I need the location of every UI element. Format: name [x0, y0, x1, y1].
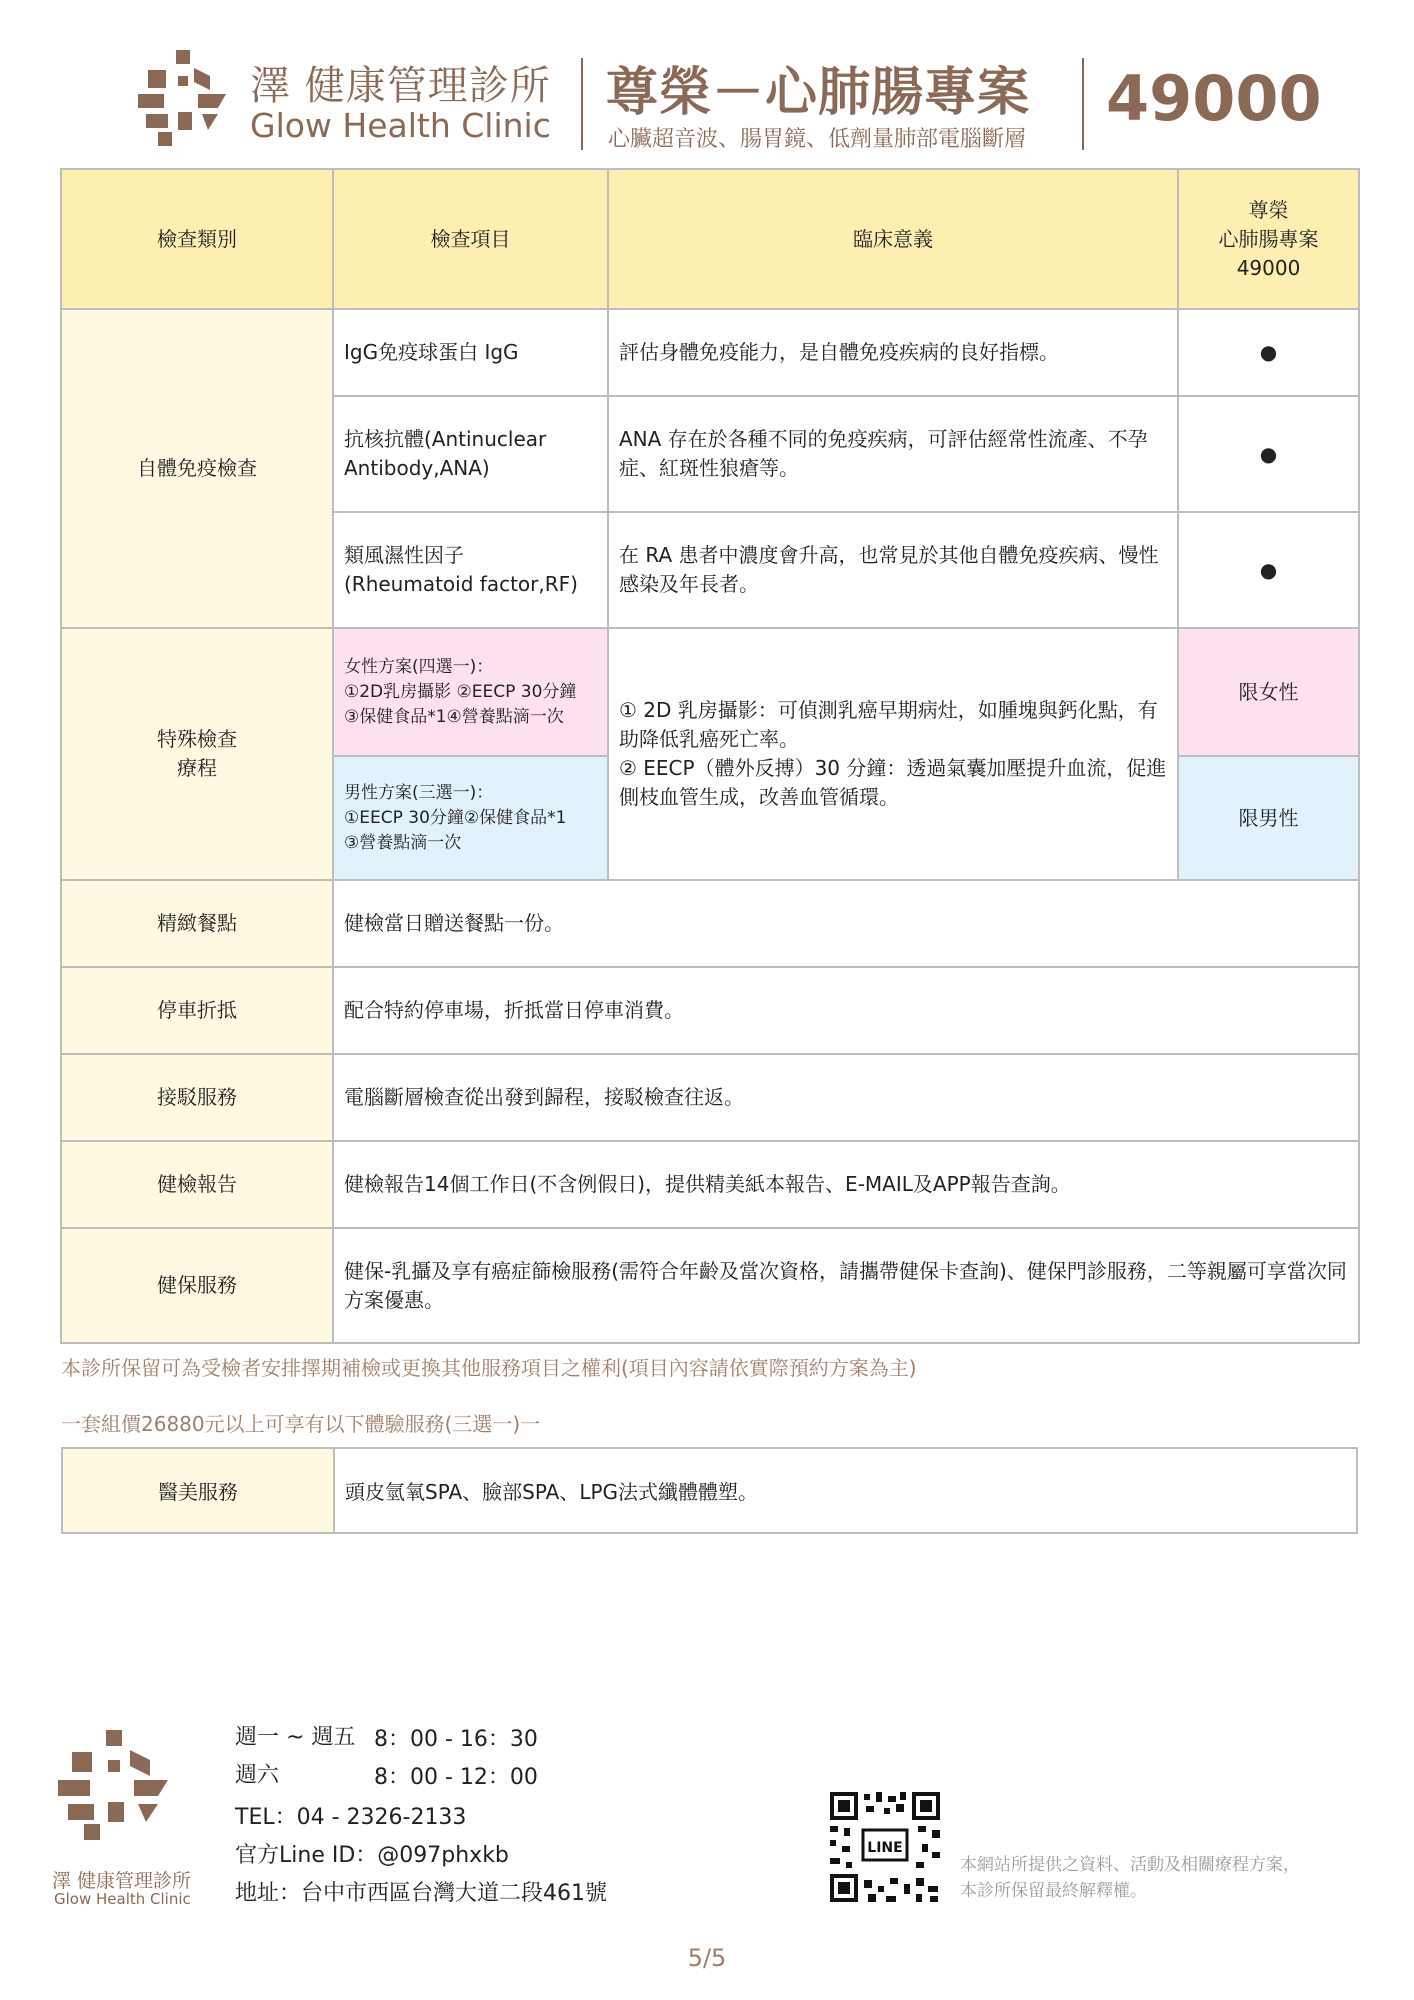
included-mark: ●: [1178, 396, 1359, 512]
saturday-hours: 8：00 - 12：00: [374, 1765, 538, 1790]
item-cell: 抗核抗體(Antinuclear Antibody,ANA): [333, 396, 608, 512]
meaning-cell: 評估身體免疫能力，是自體免疫疾病的良好指標。: [608, 309, 1178, 396]
table-row: [61, 1054, 1359, 1141]
header-plan: [1178, 169, 1359, 309]
male-plan-title: 男性方案(三選一)：: [344, 782, 494, 803]
category-autoimmune: 自體免疫檢查: [61, 309, 333, 628]
footer-logo-icon: [58, 1730, 178, 1840]
table-row: [61, 1228, 1359, 1343]
tel: TEL：04 - 2326-2133: [235, 1805, 467, 1830]
header-meaning: 臨床意義: [608, 169, 1178, 309]
category-parking: 停車折抵: [61, 967, 333, 1054]
header-plan-line3: 49000: [1236, 255, 1301, 280]
qr-line-label: LINE: [867, 1840, 903, 1856]
special-meaning-part2: ② EECP（體外反搏）30 分鐘：透過氣囊加壓提升血流，促進側枝血管生成，改善血管循環。: [619, 756, 1167, 809]
table-row: [61, 967, 1359, 1054]
service-desc: 健檢當日贈送餐點一份。: [333, 880, 1359, 967]
weekday-label: 週一 ~ 週五: [235, 1725, 356, 1750]
service-desc: 健保-乳攝及享有癌症篩檢服務(需符合年齡及當次資格，請攜帶健保卡查詢)、健保門診服務，二等親屬可享當次同方案優惠。: [333, 1228, 1359, 1343]
bonus-note: 一套組價26880元以上可享有以下體驗服務(三選一)一: [61, 1412, 541, 1436]
page-header: [138, 44, 1322, 154]
meaning-cell: ANA 存在於各種不同的免疫疾病，可評估經常性流產、不孕症、紅斑性狼瘡等。: [608, 396, 1178, 512]
male-only-badge: 限男性: [1178, 756, 1359, 880]
footer-clinic-name-en: Glow Health Clinic: [54, 1890, 191, 1908]
disclaimer: [960, 1852, 1300, 1904]
category-aesthetic: 醫美服務: [62, 1448, 334, 1533]
female-plan-line1: ①2D乳房攝影 ②EECP 30分鐘: [344, 681, 577, 702]
category-special-line1: 特殊檢查: [157, 727, 237, 751]
female-plan-title: 女性方案(四選一)：: [344, 656, 494, 677]
category-special-line2: 療程: [177, 756, 217, 780]
table-row: [61, 309, 1359, 396]
male-plan-line1: ①EECP 30分鐘②保健食品*1: [344, 807, 567, 828]
female-plan-line2: ③保健食品*1④營養點滴一次: [344, 706, 564, 727]
extra-service-table: [61, 1447, 1358, 1534]
clinic-name-en: Glow Health Clinic: [250, 106, 551, 145]
header-category: 檢查類別: [61, 169, 333, 309]
line-id: 官方Line ID：@097phxkb: [235, 1843, 509, 1868]
included-mark: ●: [1178, 512, 1359, 628]
meaning-cell: 在 RA 患者中濃度會升高，也常見於其他自體免疫疾病、慢性感染及年長者。: [608, 512, 1178, 628]
category-report: 健檢報告: [61, 1141, 333, 1228]
table-row: [61, 1141, 1359, 1228]
exam-table: [60, 168, 1360, 1344]
included-mark: ●: [1178, 309, 1359, 396]
disclaimer-line1: 本網站所提供之資料、活動及相關療程方案，: [960, 1855, 1300, 1875]
header-plan-line2: 心肺腸專案: [1218, 226, 1319, 251]
category-special: [61, 628, 333, 880]
plan-title: 尊榮－心肺腸專案: [606, 63, 1031, 123]
service-desc: 電腦斷層檢查從出發到歸程，接駁檢查往返。: [333, 1054, 1359, 1141]
male-plan-cell: [333, 756, 608, 880]
footer-clinic-name-cn: 澤 健康管理診所: [52, 1870, 192, 1892]
address: 地址：台中市西區台灣大道二段461號: [235, 1881, 607, 1906]
weekday-hours: 8：00 - 16：30: [374, 1727, 538, 1752]
plan-subtitle: 心臟超音波、腸胃鏡、低劑量肺部電腦斷層: [608, 127, 1027, 152]
reserve-note: 本診所保留可為受檢者安排擇期補檢或更換其他服務項目之權利(項目內容請依實際預約方案為主): [61, 1356, 917, 1380]
category-meal: 精緻餐點: [61, 880, 333, 967]
page-number: 5/5: [687, 1944, 727, 1972]
header-item: 檢查項目: [333, 169, 608, 309]
item-cell: IgG免疫球蛋白 IgG: [333, 309, 608, 396]
disclaimer-line2: 本診所保留最終解釋權。: [960, 1881, 1147, 1901]
plan-price: 49000: [1106, 62, 1322, 135]
clinic-logo-icon: [138, 50, 234, 146]
special-meaning-cell: [608, 628, 1178, 880]
line-qr-code[interactable]: [828, 1790, 942, 1904]
category-insurance: 健保服務: [61, 1228, 333, 1343]
header-divider: [1082, 58, 1084, 150]
service-desc: 頭皮氫氧SPA、臉部SPA、LPG法式纖體體塑。: [334, 1448, 1357, 1533]
table-row: [62, 1448, 1357, 1533]
service-desc: 健檢報告14個工作日(不含例假日)，提供精美紙本報告、E-MAIL及APP報告查詢。: [333, 1141, 1359, 1228]
male-plan-line2: ③營養點滴一次: [344, 832, 462, 853]
table-header-row: [61, 169, 1359, 309]
item-cell: 類風濕性因子 (Rheumatoid factor,RF): [333, 512, 608, 628]
female-only-badge: 限女性: [1178, 628, 1359, 756]
category-shuttle: 接駁服務: [61, 1054, 333, 1141]
table-row: [61, 880, 1359, 967]
special-meaning-part1: ① 2D 乳房攝影：可偵測乳癌早期病灶，如腫塊與鈣化點，有助降低乳癌死亡率。: [619, 698, 1158, 751]
clinic-name-cn: 澤 健康管理診所: [250, 63, 551, 109]
female-plan-cell: [333, 628, 608, 756]
service-desc: 配合特約停車場，折抵當日停車消費。: [333, 967, 1359, 1054]
saturday-label: 週六: [235, 1763, 280, 1788]
header-divider: [581, 58, 583, 150]
table-row: [61, 628, 1359, 756]
header-plan-line1: 尊榮: [1248, 197, 1289, 222]
